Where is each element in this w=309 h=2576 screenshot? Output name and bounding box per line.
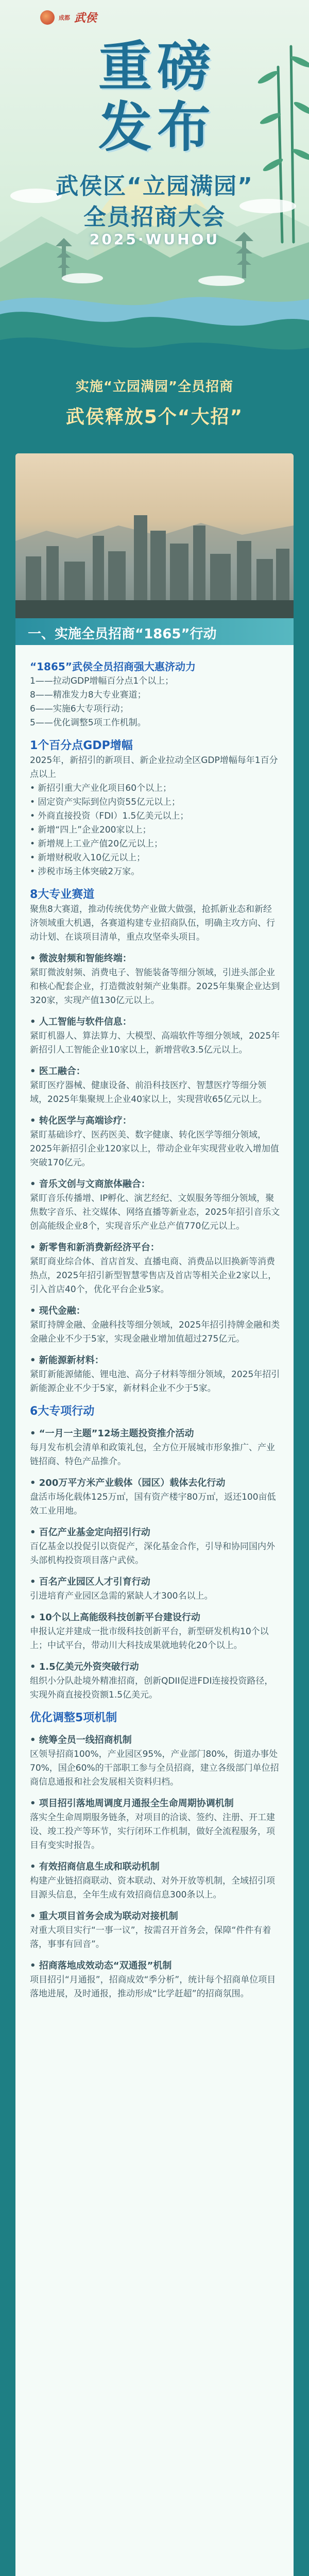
body-text: 8——精准发力8大专业赛道； <box>30 690 146 700</box>
body-text: 紧盯商业综合体、首店首发、直播电商、消费品以旧换新等消费热点，2025年招引新型智慧零售店及首店等相关企业2家以上，引入首店40个，优化平台企业5家。 <box>30 1257 277 1295</box>
district-logo <box>40 9 97 25</box>
body-text: 聚焦8大赛道，推动传统优势产业做大做强，抢抓新业态和新经济领域重大机遇，各赛道构建专业招商队伍，明确主攻方向、行动计划、在谈项目清单，重点攻坚牵头项目。 <box>30 904 275 942</box>
body-text: 组织小分队赴境外精准招商，创新QDII促进FDI连接投资路径，实现外商直接投资额1.5亿美元。 <box>30 1676 273 1700</box>
body-text: • 新增“四上”企业200家以上； <box>30 825 151 835</box>
subsection-heading: • 音乐文创与文商旅体融合： <box>30 1179 150 1190</box>
body-text: 区领导招商100%，产业园区95%，产业部门80%，街道办事处70%，国企60%的干部职工参与全员招商，建立各级部门单位招商信息通报和社会发展相关资料归档。 <box>30 1749 279 1787</box>
section-heading: 优化调整5项机制 <box>30 1711 117 1724</box>
body-text: 6——实施6大专项行动； <box>30 704 129 714</box>
section-heading: “1865”武侯全员招商强大惠济动力 <box>30 660 196 673</box>
body-text: 2025年，新招引的新项目、新企业拉动全区GDP增幅每年1百分点以上 <box>30 755 278 779</box>
subsection-heading: • 招商落地成效动态“双通报”机制 <box>30 1960 172 1971</box>
body-text: 每月发布机会清单和政策礼包，全方位开展城市形象推广、产业链招商、特色产品推介。 <box>30 1443 275 1467</box>
body-text: 紧盯新能源储能、锂电池、高分子材料等细分领域，2025年招引新能源企业不少于5家，新材料企业不少于5家。 <box>30 1369 280 1394</box>
subsection-heading: • 新能源新材料： <box>30 1355 104 1366</box>
subtitle-english: 2025·WUHOU <box>89 231 220 248</box>
body-text: 紧盯医疗器械、健康设备、前沿科技医疗、智慧医疗等细分领域，2025年集聚规上企业40家以上，实现营收65亿元以上。 <box>30 1080 267 1105</box>
body-text: 紧盯基础诊疗、医药医美、数字健康、转化医学等细分领域，2025年新招引企业120家以上，带动企业年实现营业收入增加值突破170亿元。 <box>30 1130 279 1168</box>
subsection-heading: • 微波射频和智能终端： <box>30 953 132 964</box>
subtitle-line1: 武侯区“立园满园” <box>56 173 253 199</box>
page-title: 重磅发布 <box>98 35 216 159</box>
body-text: 构建产业链招商联动、资本联动、对外开放等机制，全域招引项目源头信息，全年生成有效招商信息300条以上。 <box>30 1876 275 1900</box>
body-text: • 新增财税收入10亿元以上； <box>30 853 146 863</box>
body-text: 对重大项目实行“一事一议”，按需召开首务会，保障“件件有着落，事事有回音”。 <box>30 1925 271 1950</box>
city-skyline-illustration <box>15 453 294 618</box>
body-text: 引进培育产业园区急需的紧缺人才300名以上。 <box>30 1591 213 1601</box>
body-text: 1——拉动GDP增幅百分点1个以上； <box>30 676 174 686</box>
subsection-heading: • 重大项目首务会成为联动对接机制 <box>30 1911 178 1922</box>
city-skyline-photo <box>15 453 294 618</box>
body-text: 盘活市场化载体125万㎡，国有资产楼宇80万㎡，返还100亩低效工业用地。 <box>30 1492 276 1516</box>
subsection-heading: • 医工融合： <box>30 1066 85 1077</box>
body-text: 5——优化调整5项工作机制。 <box>30 718 146 728</box>
body-text: 申报认定并建成一批市级科技创新平台，新型研发机构10个以上；中试平台，带动川大科技成果就地转化20个以上。 <box>30 1626 269 1651</box>
content-body <box>30 657 280 2001</box>
subsection-heading: • 200万平方米产业载体（园区）载体去化行动 <box>30 1478 226 1488</box>
subsection-heading: • 统筹全员一线招商机制 <box>30 1735 132 1745</box>
logo-small-text: 成都 <box>59 14 70 21</box>
body-text: • 固定资产实际到位内资55亿元以上； <box>30 797 181 807</box>
subsection-heading: • 1.5亿美元外资突破行动 <box>30 1662 139 1672</box>
subsection-heading: • 人工智能与软件信息： <box>30 1016 132 1027</box>
body-text: 紧盯持牌金融、金融科技等细分领域，2025年招引持牌金融和类金融企业不少于5家，实现金融业增加值超过275亿元。 <box>30 1320 280 1344</box>
subsection-heading: • 转化医学与高端诊疗： <box>30 1115 132 1126</box>
body-text: 落实全生命周期服务链条，对项目的洽谈、签约、注册、开工建设、竣工投产等环节，实行闭环工作机制，做好全流程服务，项目有变实时报告。 <box>30 1812 275 1851</box>
intro-banner <box>15 376 294 429</box>
body-text: • 涉税市场主体突破2万家。 <box>30 867 140 877</box>
logo-emblem-icon <box>40 10 55 25</box>
subsection-heading: • “一月一主题”12场主题投资推介活动 <box>30 1428 194 1439</box>
section-banner: 一、实施全员招商“1865”行动 <box>15 618 294 645</box>
body-text: 紧盯音乐传播增、IP孵化、演艺经纪、文娱服务等细分领域，聚焦数字音乐、社交媒体、网络直播等新业态，2025年招引音乐文创高能级企业8个，实现音乐产业总产值770亿元以上。 <box>30 1193 280 1231</box>
hero-banner <box>0 0 309 371</box>
body-text: • 外商直接投资（FDI）1.5亿美元以上； <box>30 811 189 821</box>
body-text: 紧盯微波射频、消费电子、智能装备等细分领域，引进头部企业和核心配套企业，打造微波射频产业集群。2025年集聚企业达到320家，实现产值130亿元以上。 <box>30 968 280 1006</box>
subsection-heading: • 项目招引落地周调度月通报全生命周期协调机制 <box>30 1798 234 1809</box>
section-heading: 1个百分点GDP增幅 <box>30 739 133 752</box>
section-heading: 6大专项行动 <box>30 1405 95 1418</box>
subsection-heading: • 有效招商信息生成和联动机制 <box>30 1861 160 1872</box>
intro-line2: 武侯释放5个“大招” <box>65 406 244 428</box>
body-text: • 新招引重大产业化项目60个以上； <box>30 783 172 793</box>
subsection-heading: • 百亿产业基金定向招引行动 <box>30 1527 150 1538</box>
section-heading: 8大专业赛道 <box>30 888 95 901</box>
content-card <box>15 453 294 2576</box>
logo-big-text: 武侯 <box>74 11 97 25</box>
body-text: 项目招引“月通报”，招商成效“季分析”，统计每个招商单位项目落地进展，及时通报，推动形成“比学赶超”的招商氛围。 <box>30 1975 276 1999</box>
intro-line1: 实施“立园满园”全员招商 <box>75 379 234 395</box>
body-text: 紧盯机器人、算法算力、大模型、高端软件等细分领域，2025年新招引人工智能企业10家以上，新增营收3.5亿元以上。 <box>30 1031 280 1055</box>
subtitle-line2: 全员招商大会 <box>83 204 226 230</box>
subsection-heading: • 现代金融： <box>30 1306 85 1316</box>
body-text: 百亿基金以投促引以资促产，深化基金合作，引导和协同国内外头部机构投资项目落户武侯。 <box>30 1541 275 1566</box>
subsection-heading: • 百名产业园区人才引育行动 <box>30 1577 150 1587</box>
subsection-heading: • 新零售和新消费新经济平台： <box>30 1242 160 1253</box>
body-text: • 新增规上工业产值20亿元以上； <box>30 839 163 849</box>
subsection-heading: • 10个以上高能级科技创新平台建设行动 <box>30 1612 200 1623</box>
